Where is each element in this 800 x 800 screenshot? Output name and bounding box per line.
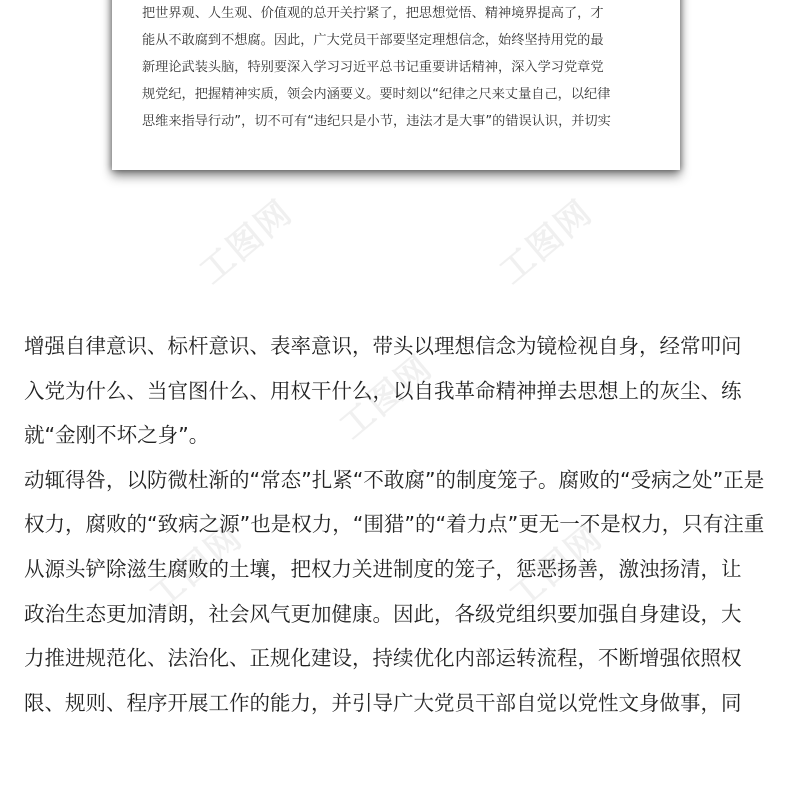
article-line: 权力，腐败的“致病之源”也是权力，“围猎”的“着力点”更无一不是权力，只有注重 xyxy=(24,512,765,537)
article-line: 动辄得咎，以防微杜渐的“常态”扎紧“不敢腐”的制度笼子。腐败的“受病之处”正是 xyxy=(24,467,765,492)
watermark: 工图网 xyxy=(142,517,251,618)
article-line: 政治生态更加清朗，社会风气更加健康。因此，各级党组织要加强自身建设，大 xyxy=(24,601,742,626)
article-line: 增强自律意识、标杆意识、表率意识，带头以理想信念为镜检视自身，经常叩问 xyxy=(24,334,742,358)
excerpt-line: 规党纪，把握精神实质，领会内涵要义。要时刻以“纪律之尺来丈量自己，以纪律 xyxy=(142,87,611,102)
article-line: 限、规则、程序开展工作的能力，并引导广大党员干部自觉以党性文身做事，同 xyxy=(24,690,742,715)
article-line: 就“金刚不坏之身”。 xyxy=(24,423,210,448)
watermark: 工图网 xyxy=(492,192,601,293)
article-line: 力推进规范化、法治化、正规化建设，持续优化内部运转流程，不断增强依照权 xyxy=(24,646,742,671)
article-line: 入党为什么、当官图什么、用权干什么，以自我革命精神掸去思想上的灰尘、练 xyxy=(24,378,742,403)
excerpt-line: 把世界观、人生观、价值观的总开关拧紧了，把思想觉悟、精神境界提高了，才 xyxy=(142,6,604,21)
watermark: 工图网 xyxy=(332,347,441,448)
excerpt-line: 能从不敢腐到不想腐。因此，广大党员干部要坚定理想信念，始终坚持用党的最 xyxy=(142,33,604,48)
excerpt-text xyxy=(142,0,662,135)
excerpt-line: 思维来指导行动”，切不可有“违纪只是小节，违法才是大事”的错误认识，并切实 xyxy=(142,114,611,129)
article-body xyxy=(24,324,784,725)
watermark: 工图网 xyxy=(192,192,301,293)
document-excerpt-card xyxy=(112,0,680,170)
excerpt-line: 新理论武装头脑，特别要深入学习习近平总书记重要讲话精神，深入学习党章党 xyxy=(142,60,604,75)
watermark: 工图网 xyxy=(502,517,611,618)
article-line: 从源头铲除滋生腐败的土壤，把权力关进制度的笼子，惩恶扬善，激浊扬清，让 xyxy=(24,556,742,581)
